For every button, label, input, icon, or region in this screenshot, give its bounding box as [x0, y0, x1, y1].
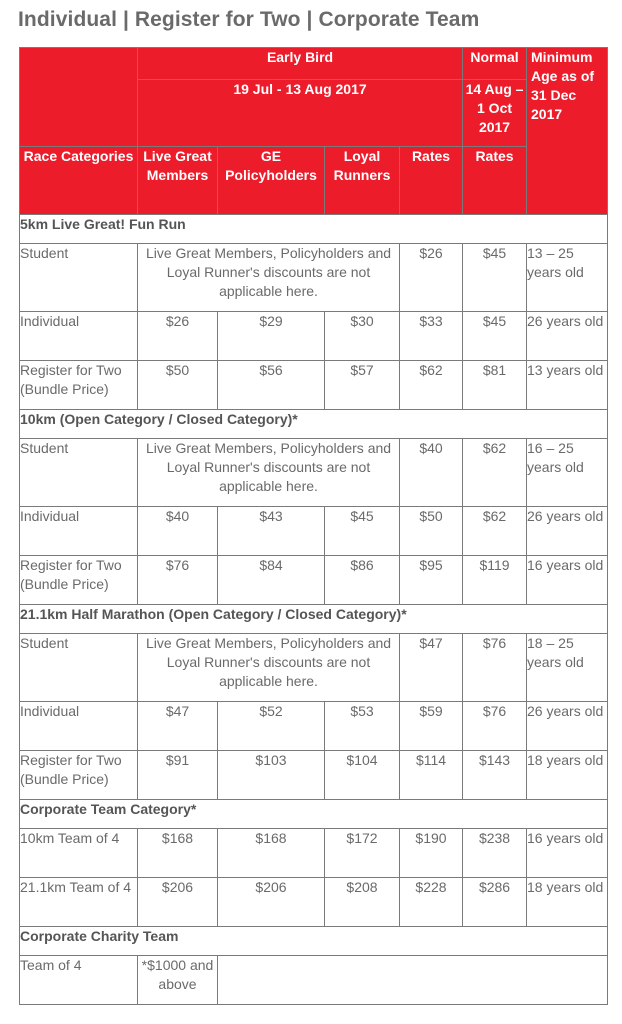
- age-cell: 18 years old: [527, 751, 608, 800]
- table-row: [20, 556, 608, 605]
- section-title: Corporate Charity Team: [20, 927, 608, 956]
- rate-cell: $40: [400, 439, 463, 507]
- rate-cell: $190: [400, 829, 463, 878]
- loyal-cell: $86: [325, 556, 400, 605]
- row-label: 10km Team of 4: [20, 829, 138, 878]
- section-title: 10km (Open Category / Closed Category)*: [20, 410, 608, 439]
- age-cell: 26 years old: [527, 702, 608, 751]
- ge-cell: $52: [218, 702, 325, 751]
- rate-cell: $95: [400, 556, 463, 605]
- row-label: Individual: [20, 312, 138, 361]
- table-row: [20, 956, 608, 1005]
- table-row: [20, 507, 608, 556]
- age-cell: 18 years old: [527, 878, 608, 927]
- loyal-cell: $172: [325, 829, 400, 878]
- rate-cell: $62: [400, 361, 463, 410]
- normal-rate-cell: $81: [463, 361, 527, 410]
- tab-register-for-two[interactable]: Register for Two: [134, 8, 301, 31]
- tab-separator: |: [306, 8, 313, 31]
- normal-rate-cell: $238: [463, 829, 527, 878]
- normal-rate-cell: $62: [463, 439, 527, 507]
- normal-rate-cell: $286: [463, 878, 527, 927]
- normal-rate-cell: $76: [463, 702, 527, 751]
- age-cell: 16 – 25 years old: [527, 439, 608, 507]
- rate-cell: $33: [400, 312, 463, 361]
- header-blank-cell: [20, 48, 138, 147]
- ge-cell: $206: [218, 878, 325, 927]
- rate-cell: $228: [400, 878, 463, 927]
- row-label: Register for Two (Bundle Price): [20, 751, 138, 800]
- table-row: [20, 439, 608, 507]
- table-row: [20, 878, 608, 927]
- normal-rate-cell: $45: [463, 312, 527, 361]
- age-cell: 16 years old: [527, 556, 608, 605]
- age-cell: 13 – 25 years old: [527, 244, 608, 312]
- header-live-great: Live Great Members: [138, 147, 218, 215]
- header-normal-rates: Rates: [463, 147, 527, 215]
- live-great-cell: $26: [138, 312, 218, 361]
- tab-separator: |: [122, 8, 129, 31]
- header-loyal-runners: Loyal Runners: [325, 147, 400, 215]
- table-row: [20, 751, 608, 800]
- discount-note: Live Great Members, Policyholders and Loyal Runner's discounts are not applicable here.: [138, 634, 400, 702]
- loyal-cell: $45: [325, 507, 400, 556]
- age-cell: 26 years old: [527, 507, 608, 556]
- normal-rate-cell: $45: [463, 244, 527, 312]
- table-row: [20, 634, 608, 702]
- live-great-cell: $47: [138, 702, 218, 751]
- loyal-cell: $208: [325, 878, 400, 927]
- section-title: Corporate Team Category*: [20, 800, 608, 829]
- header-ge-policyholders: GE Policyholders: [218, 147, 325, 215]
- section-title: 5km Live Great! Fun Run: [20, 215, 608, 244]
- row-label: Individual: [20, 507, 138, 556]
- charity-price-cell: *$1000 and above: [138, 956, 218, 1005]
- age-cell: 16 years old: [527, 829, 608, 878]
- ge-cell: $168: [218, 829, 325, 878]
- normal-rate-cell: $143: [463, 751, 527, 800]
- live-great-cell: $91: [138, 751, 218, 800]
- rate-cell: $26: [400, 244, 463, 312]
- registration-tabs: [18, 8, 479, 32]
- rate-cell: $47: [400, 634, 463, 702]
- ge-cell: $56: [218, 361, 325, 410]
- row-label: Student: [20, 244, 138, 312]
- header-normal-dates: 14 Aug – 1 Oct 2017: [463, 80, 527, 147]
- row-label: Student: [20, 439, 138, 507]
- pricing-table: [19, 47, 608, 1005]
- row-label: 21.1km Team of 4: [20, 878, 138, 927]
- header-normal: Normal: [463, 48, 527, 80]
- live-great-cell: $206: [138, 878, 218, 927]
- row-label: Individual: [20, 702, 138, 751]
- age-cell: 26 years old: [527, 312, 608, 361]
- row-label: Team of 4: [20, 956, 138, 1005]
- rate-cell: $114: [400, 751, 463, 800]
- loyal-cell: $104: [325, 751, 400, 800]
- rate-cell: $59: [400, 702, 463, 751]
- table-row: [20, 361, 608, 410]
- table-row: [20, 244, 608, 312]
- normal-rate-cell: $76: [463, 634, 527, 702]
- discount-note: Live Great Members, Policyholders and Loyal Runner's discounts are not applicable here.: [138, 439, 400, 507]
- live-great-cell: $50: [138, 361, 218, 410]
- age-cell: 18 – 25 years old: [527, 634, 608, 702]
- age-cell: 13 years old: [527, 361, 608, 410]
- row-label: Register for Two (Bundle Price): [20, 556, 138, 605]
- normal-rate-cell: $119: [463, 556, 527, 605]
- row-label: Register for Two (Bundle Price): [20, 361, 138, 410]
- section-title: 21.1km Half Marathon (Open Category / Closed Category)*: [20, 605, 608, 634]
- tab-corporate-team[interactable]: Corporate Team: [318, 8, 480, 31]
- normal-rate-cell: $62: [463, 507, 527, 556]
- header-early-bird-dates: 19 Jul - 13 Aug 2017: [138, 80, 463, 147]
- table-row: [20, 312, 608, 361]
- loyal-cell: $57: [325, 361, 400, 410]
- ge-cell: $103: [218, 751, 325, 800]
- ge-cell: $84: [218, 556, 325, 605]
- rate-cell: $50: [400, 507, 463, 556]
- header-min-age: Minimum Age as of 31 Dec 2017: [527, 48, 608, 215]
- header-rates: Rates: [400, 147, 463, 215]
- loyal-cell: $30: [325, 312, 400, 361]
- live-great-cell: $76: [138, 556, 218, 605]
- tab-individual[interactable]: Individual: [18, 8, 118, 31]
- table-row: [20, 829, 608, 878]
- header-race-categories: Race Categories: [20, 147, 138, 215]
- loyal-cell: $53: [325, 702, 400, 751]
- header-early-bird: Early Bird: [138, 48, 463, 80]
- live-great-cell: $168: [138, 829, 218, 878]
- discount-note: Live Great Members, Policyholders and Loyal Runner's discounts are not applicable here.: [138, 244, 400, 312]
- empty-cell: [218, 956, 608, 1005]
- table-row: [20, 702, 608, 751]
- row-label: Student: [20, 634, 138, 702]
- ge-cell: $29: [218, 312, 325, 361]
- live-great-cell: $40: [138, 507, 218, 556]
- ge-cell: $43: [218, 507, 325, 556]
